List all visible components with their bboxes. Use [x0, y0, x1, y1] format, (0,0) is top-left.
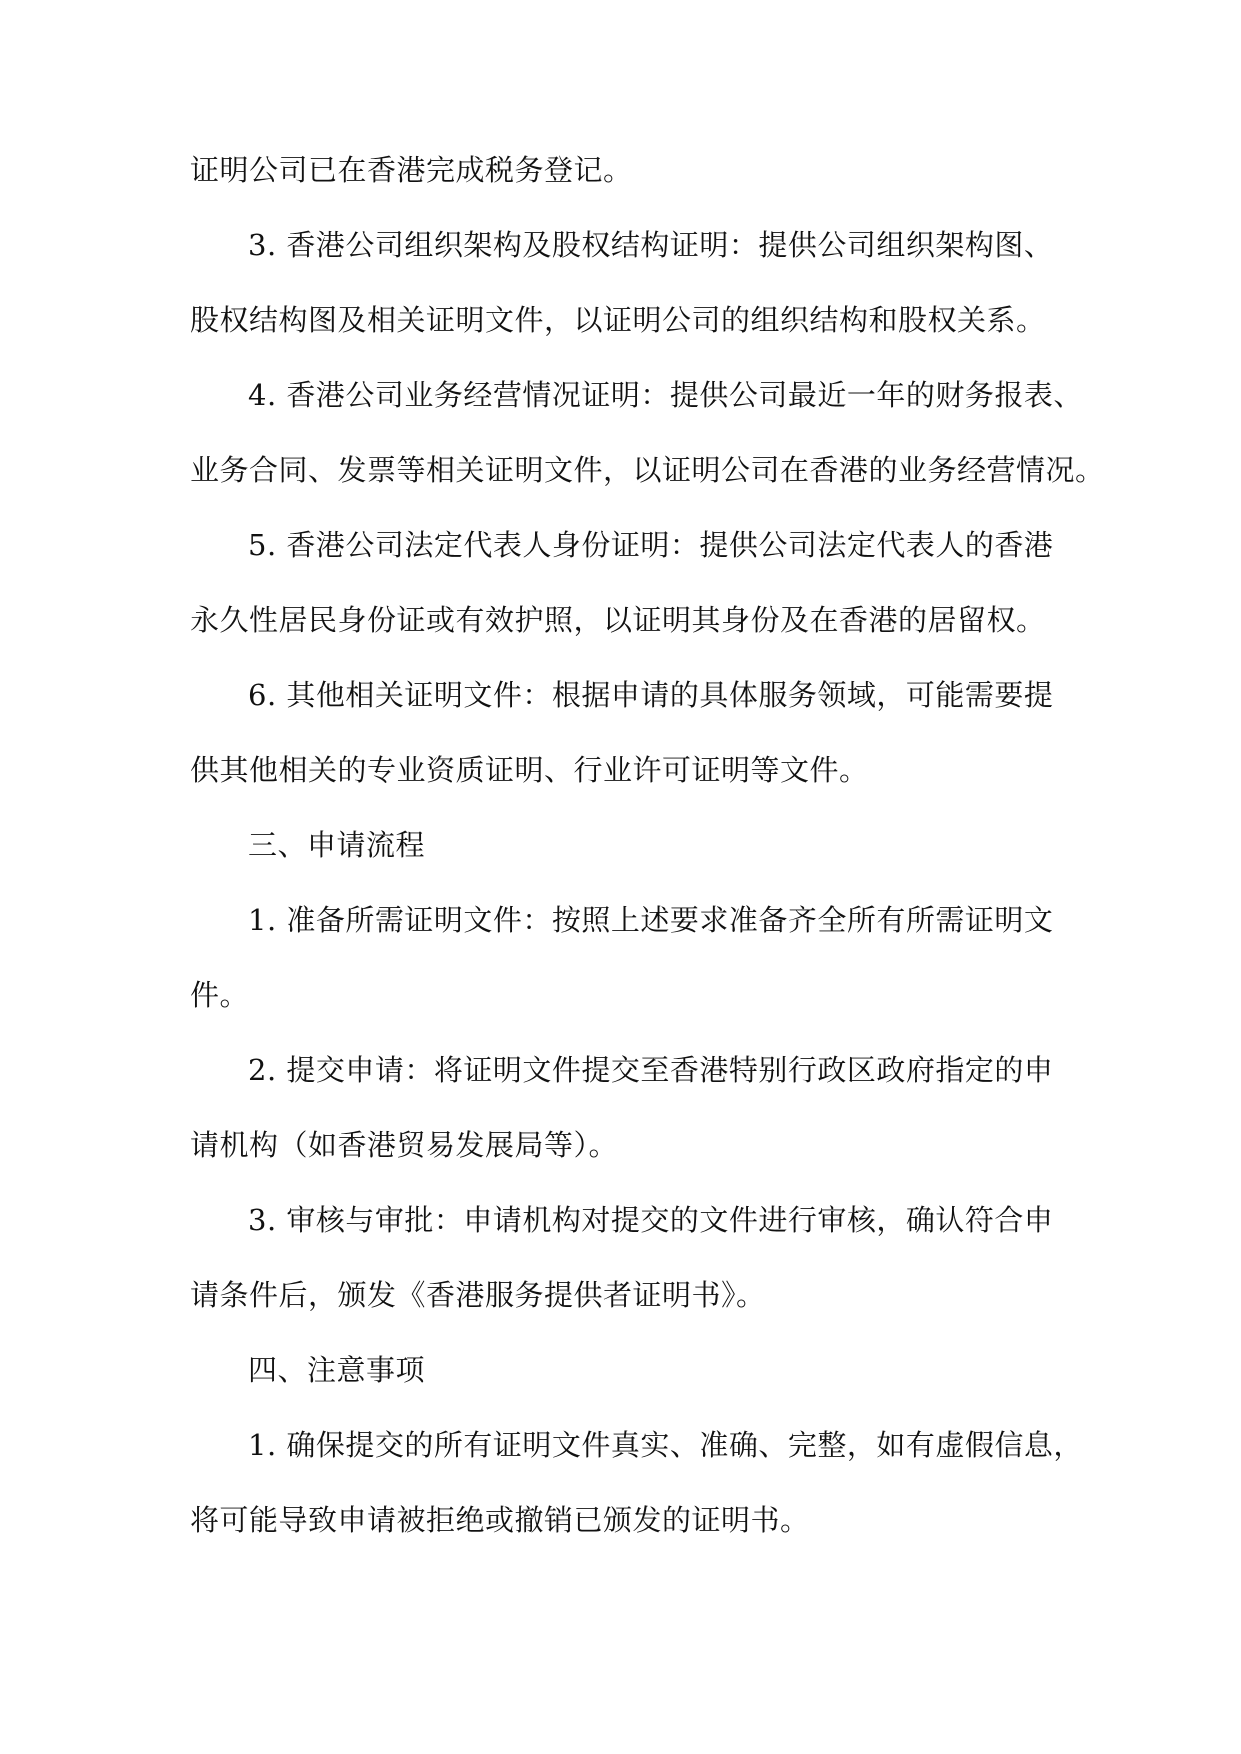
text-line-16: 请条件后，颁发《香港服务提供者证明书》。: [190, 1278, 766, 1312]
section-heading-notes: 四、注意事项: [248, 1353, 426, 1387]
text-line-7: 永久性居民身份证或有效护照，以证明其身份及在香港的居留权。: [190, 603, 1046, 637]
text-line-18: 1. 确保提交的所有证明文件真实、准确、完整，如有虚假信息，: [248, 1428, 1083, 1462]
text-line-14: 请机构（如香港贸易发展局等）。: [190, 1128, 619, 1162]
text-line-8: 6. 其他相关证明文件：根据申请的具体服务领域，可能需要提: [248, 678, 1054, 712]
text-line-13: 2. 提交申请：将证明文件提交至香港特别行政区政府指定的申: [248, 1053, 1054, 1087]
text-line-6: 5. 香港公司法定代表人身份证明：提供公司法定代表人的香港: [248, 528, 1054, 562]
text-line-19: 将可能导致申请被拒绝或撤销已颁发的证明书。: [190, 1503, 810, 1537]
text-line-3: 股权结构图及相关证明文件，以证明公司的组织结构和股权关系。: [190, 303, 1046, 337]
text-line-15: 3. 审核与审批：申请机构对提交的文件进行审核，确认符合申: [248, 1203, 1054, 1237]
text-line-5: 业务合同、发票等相关证明文件，以证明公司在香港的业务经营情况。: [190, 453, 1105, 487]
text-line-12: 件。: [190, 978, 250, 1012]
text-line-2: 3. 香港公司组织架构及股权结构证明：提供公司组织架构图、: [248, 228, 1054, 262]
text-line-11: 1. 准备所需证明文件：按照上述要求准备齐全所有所需证明文: [248, 903, 1054, 937]
text-line-4: 4. 香港公司业务经营情况证明：提供公司最近一年的财务报表、: [248, 378, 1083, 412]
text-line-9: 供其他相关的专业资质证明、行业许可证明等文件。: [190, 753, 869, 787]
section-heading-process: 三、申请流程: [248, 828, 426, 862]
text-line-1: 证明公司已在香港完成税务登记。: [190, 153, 633, 187]
